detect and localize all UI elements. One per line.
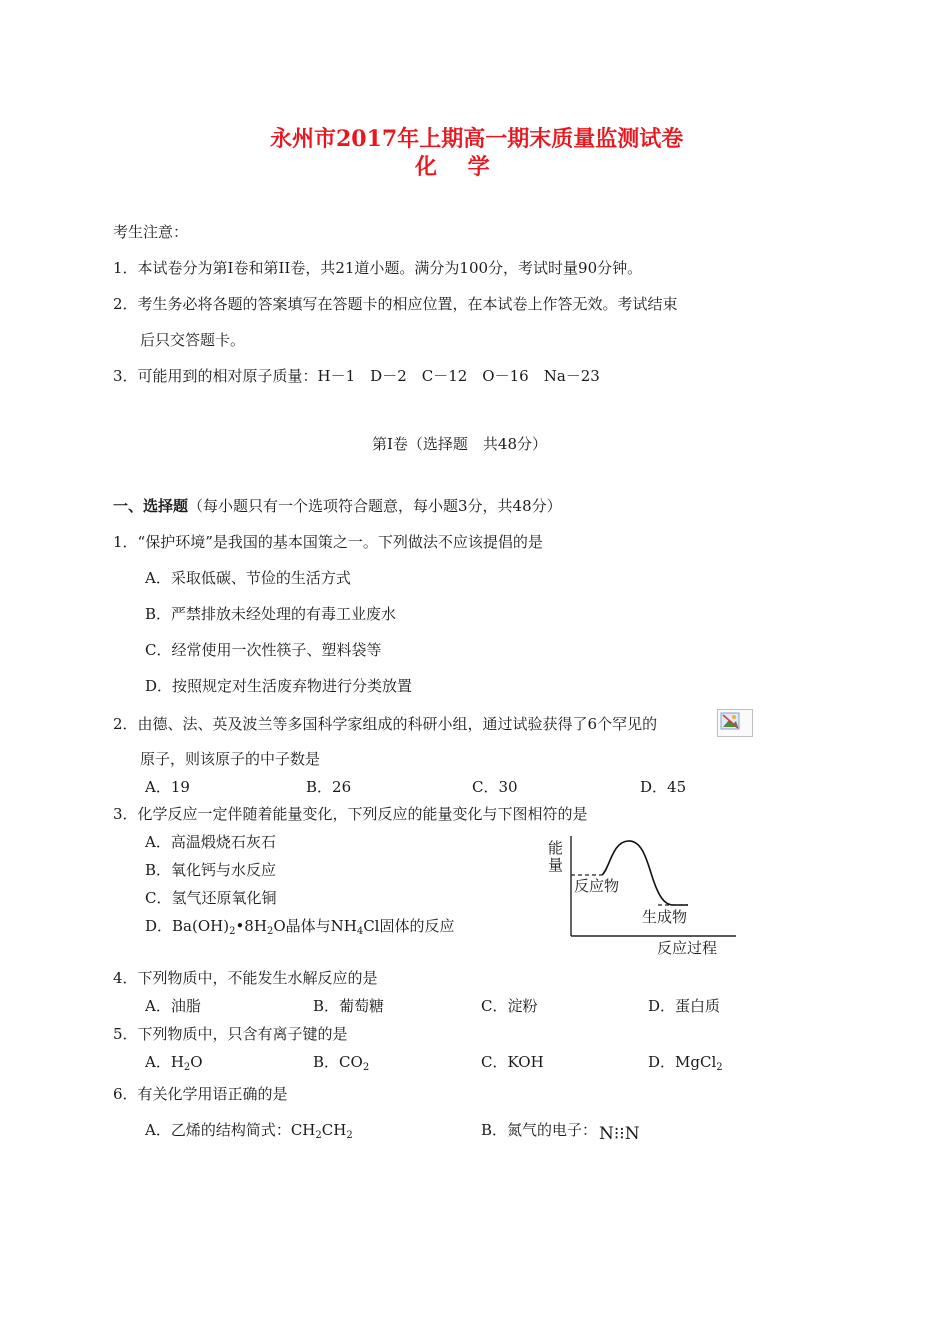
- notice-heading: 考生注意：: [113, 223, 189, 241]
- notice-item-1: 1．本试卷分为第Ⅰ卷和第II卷，共21道小题。满分为100分，考试时量90分钟。: [113, 259, 643, 277]
- q6-option-a: A．乙烯的结构简式：$CH_2CH_2$: [145, 1121, 353, 1141]
- q1-stem: 1．“保护环境”是我国的基本国策之一。下列做法不应该提倡的是: [113, 533, 543, 551]
- q1-option-c: C．经常使用一次性筷子、塑料袋等: [145, 641, 382, 659]
- q6-stem: 6．有关化学用语正确的是: [113, 1085, 288, 1103]
- q2-option-a: A．19: [145, 778, 190, 796]
- q2-stem-cont: 原子，则该原子的中子数是: [140, 750, 321, 768]
- q6-option-b: B．氮气的电子： N⁝⁝N: [481, 1121, 640, 1144]
- q2-option-b: B．26: [306, 778, 352, 796]
- q5-option-b: B．$CO_2$: [313, 1053, 370, 1073]
- q5-option-d: D．MgCl$_2$: [648, 1053, 723, 1073]
- q3-stem: 3．化学反应一定伴随着能量变化，下列反应的能量变化与下图相符的是: [113, 805, 588, 823]
- q5-stem: 5．下列物质中，只含有离子键的是: [113, 1025, 348, 1043]
- q1-option-d: D．按照规定对生活废弃物进行分类放置: [145, 677, 413, 695]
- nitrogen-electron-formula: N⁝⁝N: [599, 1124, 640, 1144]
- notice-item-2-cont: 后只交答题卡。: [140, 331, 246, 349]
- q4-option-b: B．葡萄糖: [313, 997, 385, 1015]
- subject-title: 化 学: [415, 154, 490, 180]
- q5-option-c: C．KOH: [481, 1053, 544, 1071]
- q4-option-d: D．蛋白质: [648, 997, 721, 1015]
- section1-label: 一、选择题: [113, 497, 189, 515]
- q2-stem: 2．由德、法、英及波兰等多国科学家组成的科研小组，通过试验获得了6个罕见的: [113, 715, 658, 733]
- section1-heading: [113, 496, 562, 516]
- diagram-x-label: 反应过程: [657, 939, 718, 957]
- q1-option-b: B．严禁排放未经处理的有毒工业废水: [145, 605, 397, 623]
- notice-item-2: 2．考生务必将各题的答案填写在答题卡的相应位置，在本试卷上作答无效。考试结束: [113, 295, 678, 313]
- diagram-y-label-1: 能: [548, 839, 564, 857]
- broken-image-icon: [717, 709, 753, 737]
- section1-desc: （每小题只有一个选项符合题意，每小题3分，共48分）: [188, 497, 562, 515]
- q2-option-d: D．45: [640, 778, 687, 796]
- q1-option-a: A．采取低碳、节俭的生活方式: [145, 569, 351, 587]
- exam-title: 永州市2017年上期高一期末质量监测试卷: [270, 126, 684, 152]
- q5-option-a: A．$H_2O$: [145, 1053, 203, 1073]
- part1-title: 第Ⅰ卷（选择题 共48分）: [372, 435, 548, 453]
- q3-option-a: A．高温煅烧石灰石: [145, 833, 276, 851]
- diagram-y-label-2: 量: [548, 856, 564, 874]
- diagram-product-label: 生成物: [642, 908, 688, 926]
- notice-item-3: 3．可能用到的相对原子质量：H－1 D－2 C－12 O－16 Na－23: [113, 367, 600, 385]
- q2-option-c: C．30: [472, 778, 518, 796]
- q4-option-c: C．淀粉: [481, 997, 538, 1015]
- q4-option-a: A．油脂: [145, 997, 201, 1015]
- q3-option-d: D．$Ba(OH)_2•8H_2O$晶体与$NH_4Cl$固体的反应: [145, 917, 455, 937]
- diagram-reactant-label: 反应物: [574, 877, 620, 895]
- q3-option-c: C．氢气还原氧化铜: [145, 889, 277, 907]
- q3-option-b: B．氧化钙与水反应: [145, 861, 277, 879]
- q4-stem: 4．下列物质中，不能发生水解反应的是: [113, 969, 378, 987]
- energy-diagram: [540, 828, 740, 960]
